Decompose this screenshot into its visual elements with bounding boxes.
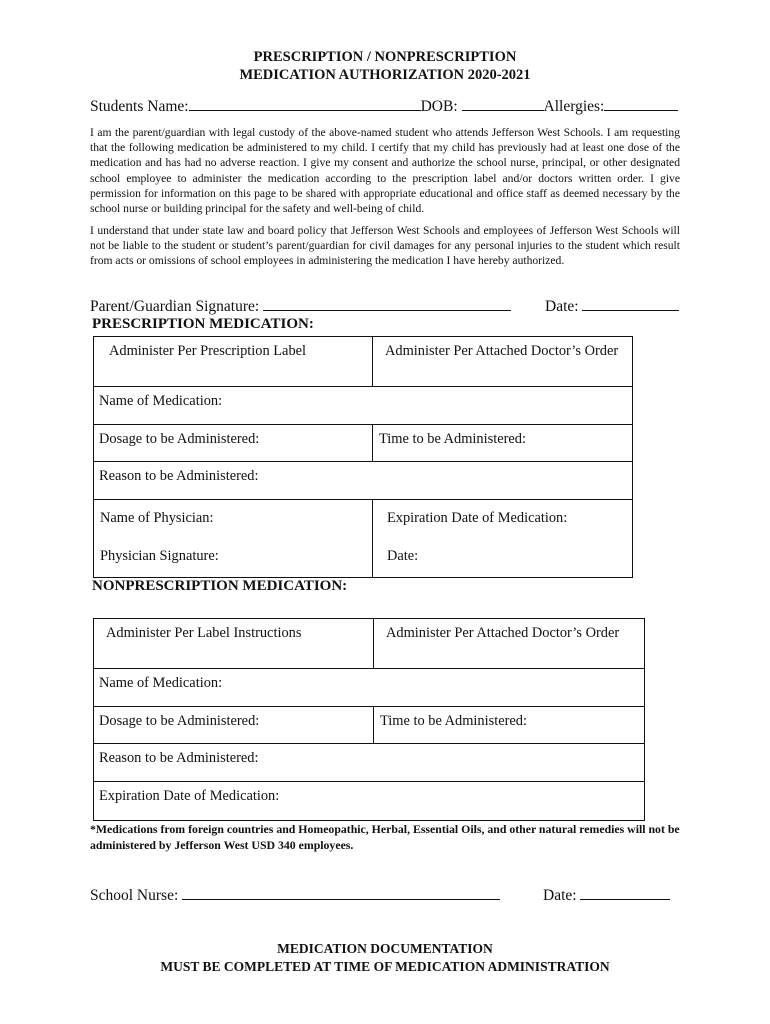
- nurse-date-field[interactable]: [580, 884, 670, 900]
- consent-paragraph: I am the parent/guardian with legal custody of the above-named student who attends Jefferson West Schools. I am requesting that the following medication be administered to my child. I certify that my child has previously had at least one dose of the medication and has had no adverse reaction. I give my consent and authorize the school nurse, principal, or other designated school employee to administer the medication according to the prescription label and/or doctors written order. I give permission for information on this page to be shared with appropriate educational and office staff as deemed necessary by the school nurse or building principal for the safety and well-being of child.: [90, 126, 680, 216]
- otc-dosage[interactable]: [94, 707, 374, 744]
- otc-name-of-medication[interactable]: [94, 669, 645, 707]
- rx-physician-name[interactable]: [94, 500, 372, 538]
- otc-option-doctor-text: Administer Per Attached Doctor’s Order: [386, 625, 620, 641]
- rx-expiration-cell: [373, 500, 633, 578]
- otc-option-label[interactable]: [94, 619, 374, 669]
- student-name-label: Students Name:: [90, 98, 189, 115]
- rx-date[interactable]: [373, 538, 632, 576]
- school-nurse-field[interactable]: [182, 884, 500, 900]
- rx-reason[interactable]: [94, 462, 633, 500]
- rx-time[interactable]: [373, 425, 633, 462]
- allergies-label: Allergies:: [543, 98, 605, 115]
- rx-name-of-medication[interactable]: [94, 387, 633, 425]
- prescription-table: [93, 336, 633, 578]
- rx-name-of-medication-label: Name of Medication:: [99, 393, 223, 409]
- parent-signature-line: [90, 295, 511, 317]
- otc-time[interactable]: [374, 707, 645, 744]
- rx-option-doctor[interactable]: [373, 337, 633, 387]
- otc-expiration[interactable]: [94, 782, 645, 821]
- rx-reason-label: Reason to be Administered:: [99, 468, 259, 484]
- parent-signature-label: Parent/Guardian Signature:: [90, 298, 260, 315]
- otc-option-label-text: Administer Per Label Instructions: [106, 625, 302, 641]
- dob-field[interactable]: [462, 95, 544, 111]
- allergies-field[interactable]: [604, 95, 678, 111]
- rx-physician-cell: [94, 500, 373, 578]
- parent-date-field[interactable]: [582, 295, 679, 311]
- rx-physician-signature-label: Physician Signature:: [100, 548, 219, 564]
- rx-physician-name-label: Name of Physician:: [100, 510, 214, 526]
- rx-option-label[interactable]: [94, 337, 373, 387]
- prescription-heading: PRESCRIPTION MEDICATION:: [92, 316, 314, 332]
- dob-label: DOB:: [420, 98, 458, 115]
- form-title-line1: PRESCRIPTION / NONPRESCRIPTION: [253, 49, 517, 65]
- school-nurse-label: School Nurse:: [90, 887, 179, 904]
- otc-option-doctor[interactable]: [374, 619, 645, 669]
- rx-time-label: Time to be Administered:: [379, 431, 526, 447]
- nonprescription-heading: NONPRESCRIPTION MEDICATION:: [92, 578, 348, 594]
- rx-physician-signature[interactable]: [94, 538, 372, 576]
- documentation-title-line2: MUST BE COMPLETED AT TIME OF MEDICATION ADMINISTRATION: [160, 959, 610, 974]
- liability-paragraph: I understand that under state law and board policy that Jefferson West Schools and employees of Jefferson West Schools will not be liable to the student or student’s parent/guardian for civil damages for any personal injuries to the student which result from acts or omissions of school employees in administering the medication I have hereby authorized.: [90, 224, 680, 268]
- otc-reason[interactable]: [94, 744, 645, 782]
- otc-reason-label: Reason to be Administered:: [99, 750, 259, 766]
- form-title-line2: MEDICATION AUTHORIZATION 2020-2021: [239, 67, 531, 83]
- student-name-field[interactable]: [189, 95, 421, 111]
- rx-expiration-label: Expiration Date of Medication:: [387, 510, 568, 526]
- documentation-title-line1: MEDICATION DOCUMENTATION: [277, 941, 493, 956]
- rx-date-label: Date:: [387, 548, 419, 564]
- rx-option-doctor-text: Administer Per Attached Doctor’s Order: [385, 343, 619, 359]
- otc-time-label: Time to be Administered:: [380, 713, 527, 729]
- parent-date-label: Date:: [545, 298, 579, 315]
- school-nurse-line: [90, 884, 500, 906]
- natural-remedies-note: *Medications from foreign countries and Homeopathic, Herbal, Essential Oils, and other natural remedies will not be administered by Jefferson West USD 340 employees.: [90, 822, 680, 852]
- rx-expiration[interactable]: [373, 500, 632, 538]
- rx-option-label-text: Administer Per Prescription Label: [109, 343, 307, 359]
- nurse-date-label: Date:: [543, 887, 577, 904]
- nurse-date-line: [543, 884, 670, 906]
- nonprescription-table: [93, 618, 645, 821]
- otc-name-of-medication-label: Name of Medication:: [99, 675, 223, 691]
- parent-signature-field[interactable]: [263, 295, 511, 311]
- parent-date-line: [545, 295, 679, 317]
- rx-dosage-label: Dosage to be Administered:: [99, 431, 260, 447]
- student-info-line: [90, 95, 678, 117]
- otc-dosage-label: Dosage to be Administered:: [99, 713, 260, 729]
- rx-dosage[interactable]: [94, 425, 373, 462]
- otc-expiration-label: Expiration Date of Medication:: [99, 788, 280, 804]
